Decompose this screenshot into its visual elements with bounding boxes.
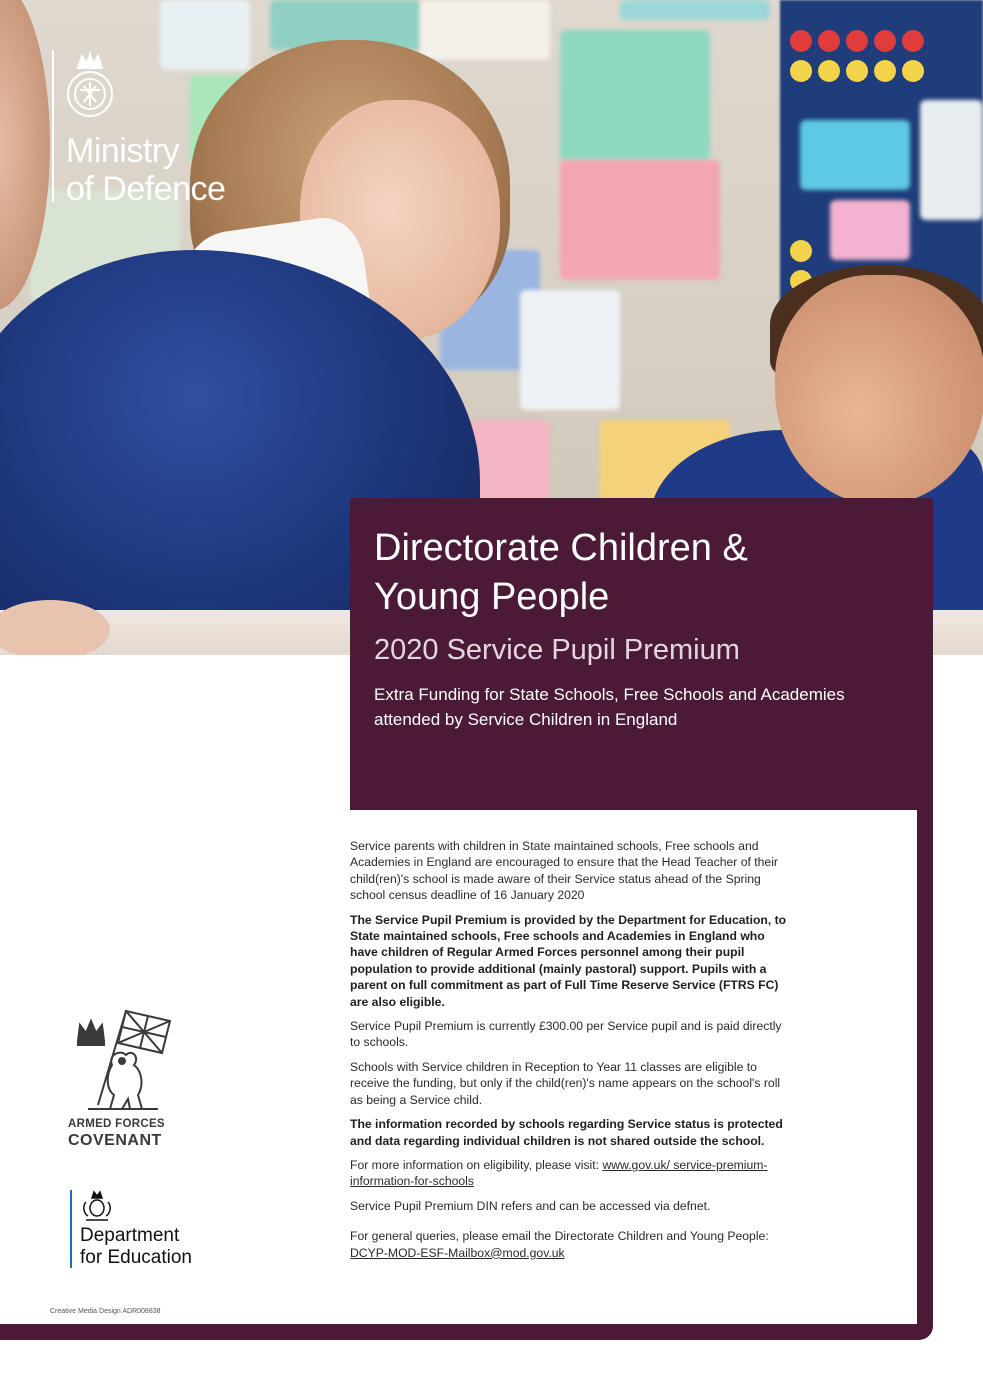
body-paragraph-queries xyxy=(350,1228,795,1261)
body-paragraph-din: Service Pupil Premium DIN refers and can be accessed via defnet. xyxy=(350,1198,711,1213)
royal-crest-icon xyxy=(80,1190,114,1222)
body-paragraph-provider: The Service Pupil Premium is provided by the Department for Education, to State maintained schools, Free schools and Academies in England who have children of Regular Armed Forces personnel among their pupil population to provide additional (mainly pastoral) support. Pupils with a parent on full commitment as part of Full Time Reserve Service (FTRS FC) are also eligible. xyxy=(350,912,787,1009)
design-credit: Creative Media Design ADR008838 xyxy=(50,1308,161,1315)
frame-border-right xyxy=(917,808,933,1326)
body-paragraph-more-info xyxy=(350,1157,795,1190)
mod-logo-line1: Ministry xyxy=(66,132,180,170)
mod-logo-line2: of Defence xyxy=(66,170,226,208)
afc-line2: COVENANT xyxy=(68,1132,162,1149)
body-paragraph-privacy: The information recorded by schools regarding Service status is protected and data regarding individual children is not shared outside the school. xyxy=(350,1117,783,1148)
title-panel xyxy=(350,498,933,810)
page-subtitle: 2020 Service Pupil Premium xyxy=(374,634,740,666)
mod-crest-icon xyxy=(62,50,118,122)
dfe-line2: for Education xyxy=(80,1247,192,1268)
body-paragraph-amount: Service Pupil Premium is currently £300.00 per Service pupil and is paid directly to schools. xyxy=(350,1019,782,1050)
mod-logo-divider xyxy=(52,50,54,202)
dfe-line1: Department xyxy=(80,1225,180,1246)
afc-line1: ARMED FORCES xyxy=(68,1118,165,1130)
email-link[interactable]: DCYP-MOD-ESF-Mailbox@mod.gov.uk xyxy=(350,1245,565,1260)
body-paragraph-eligibility: Schools with Service children in Reception to Year 11 classes are eligible to receive the funding, but only if the child(ren)'s name appears on the school's roll as being a Service child. xyxy=(350,1059,781,1107)
body-content xyxy=(350,838,795,1269)
page-title: Directorate Children & Young People xyxy=(374,527,748,618)
body-paragraph-census: Service parents with children in State maintained schools, Free schools and Academies in England are encouraged to ensure that the Head Teacher of their child(ren)'s school is made aware of their Service status ahead of the Spring school census deadline of 16 January 2020 xyxy=(350,839,778,903)
dfe-logo-divider xyxy=(70,1190,72,1268)
gov-uk-link[interactable]: www.gov.uk/ service-premium-information-for-schools xyxy=(350,1157,768,1189)
lion-flag-icon xyxy=(68,1005,178,1115)
armed-forces-covenant-logo xyxy=(68,1117,165,1151)
queries-text: For general queries, please email the Directorate Children and Young People: xyxy=(350,1229,769,1244)
dfe-logo-text xyxy=(80,1225,192,1269)
frame-border-bottom xyxy=(0,1324,933,1340)
page-description: Extra Funding for State Schools, Free Schools and Academies attended by Service Children in England xyxy=(374,685,845,729)
more-info-text: For more information on eligibility, please visit: xyxy=(350,1157,603,1172)
mod-logo-text xyxy=(66,132,225,208)
